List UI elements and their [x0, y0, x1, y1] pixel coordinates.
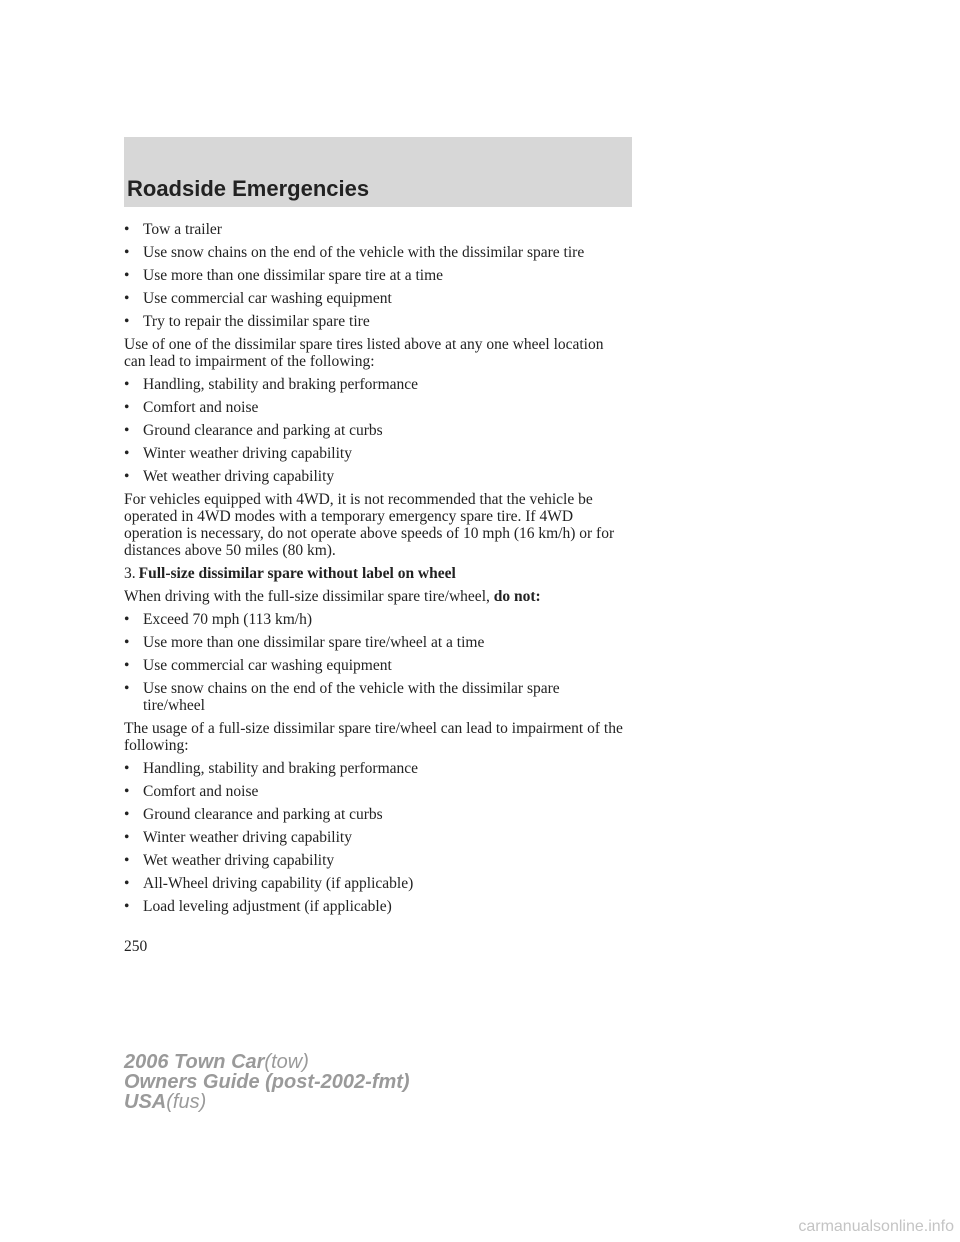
do-not-label: do not: — [493, 588, 541, 605]
impairment-intro: Use of one of the dissimilar spare tires listed above at any one wheel location can lead to impairment of the following: — [124, 336, 604, 370]
bullet-icon: • — [124, 313, 130, 330]
section-3-intro: When driving with the full-size dissimilar spare tire/wheel, do not: — [124, 588, 541, 605]
list-item: • Wet weather driving capability — [124, 468, 335, 485]
bullet-icon: • — [124, 898, 130, 915]
usage-intro: The usage of a full-size dissimilar spare tire/wheel can lead to impairment of the following: — [124, 720, 623, 754]
bullet-icon: • — [124, 376, 130, 393]
bullet-icon: • — [124, 634, 130, 651]
bullet-icon: • — [124, 829, 130, 846]
bullet-icon: • — [124, 611, 130, 628]
list-item: • Handling, stability and braking performance — [124, 376, 419, 393]
list-item: • Use commercial car washing equipment — [124, 657, 392, 674]
list-item: • Exceed 70 mph (113 km/h) — [124, 611, 313, 628]
watermark: carmanualsonline.info — [798, 1218, 954, 1235]
bullet-icon: • — [124, 760, 130, 777]
bullet-icon: • — [124, 422, 130, 439]
list-item: • All-Wheel driving capability (if applicable) — [124, 875, 414, 892]
bullet-icon: • — [124, 468, 130, 485]
footer-line-1: 2006 Town Car(tow) — [124, 1051, 309, 1073]
footer-line-3: USA(fus) — [124, 1091, 207, 1113]
section-title: Roadside Emergencies — [127, 176, 370, 201]
impairment-list — [124, 376, 624, 485]
footer-line-2: Owners Guide (post-2002-fmt) — [124, 1071, 410, 1093]
document-footer — [124, 1052, 410, 1112]
page-content — [124, 221, 624, 921]
section-3-impairment-list — [124, 760, 624, 915]
bullet-icon: • — [124, 399, 130, 416]
list-item: • Winter weather driving capability — [124, 445, 352, 462]
bullet-icon: • — [124, 445, 130, 462]
bullet-icon: • — [124, 680, 130, 697]
bullet-icon: • — [124, 290, 130, 307]
list-item: • Use commercial car washing equipment — [124, 290, 392, 307]
bullet-icon: • — [124, 244, 130, 261]
bullet-icon: • — [124, 657, 130, 674]
bullet-icon: • — [124, 852, 130, 869]
list-item: • Ground clearance and parking at curbs — [124, 806, 383, 823]
section-heading-text: Full-size dissimilar spare without label on wheel — [138, 565, 456, 582]
section-3-heading — [124, 565, 624, 582]
list-item: • Handling, stability and braking performance — [124, 760, 419, 777]
do-not-list — [124, 611, 624, 714]
list-item: • Use snow chains on the end of the vehicle with the dissimilar spare tire/wheel — [124, 680, 560, 714]
list-item: • Use more than one dissimilar spare tire at a time — [124, 267, 444, 284]
list-item: • Winter weather driving capability — [124, 829, 352, 846]
list-item: • Load leveling adjustment (if applicable) — [124, 898, 392, 915]
section-number: 3. — [124, 565, 136, 582]
list-item: • Tow a trailer — [124, 221, 222, 238]
fourwd-note: For vehicles equipped with 4WD, it is not recommended that the vehicle be operated in 4WD modes with a temporary emergency spare tire. If 4WD operation is necessary, do not operate above speeds of 10 mph (16 km/h) or for distances above 50 miles (80 km). — [124, 491, 615, 559]
list-item: • Ground clearance and parking at curbs — [124, 422, 383, 439]
bullet-icon: • — [124, 221, 130, 238]
list-item: • Comfort and noise — [124, 783, 259, 800]
list-item: • Try to repair the dissimilar spare tire — [124, 313, 370, 330]
list-item: • Wet weather driving capability — [124, 852, 335, 869]
bullet-icon: • — [124, 806, 130, 823]
list-item: • Use snow chains on the end of the vehicle with the dissimilar spare tire — [124, 244, 585, 261]
list-item: • Comfort and noise — [124, 399, 259, 416]
page-number: 250 — [124, 938, 148, 955]
bullet-icon: • — [124, 875, 130, 892]
list-item: • Use more than one dissimilar spare tire/wheel at a time — [124, 634, 485, 651]
bullet-icon: • — [124, 267, 130, 284]
restriction-list — [124, 221, 624, 330]
bullet-icon: • — [124, 783, 130, 800]
